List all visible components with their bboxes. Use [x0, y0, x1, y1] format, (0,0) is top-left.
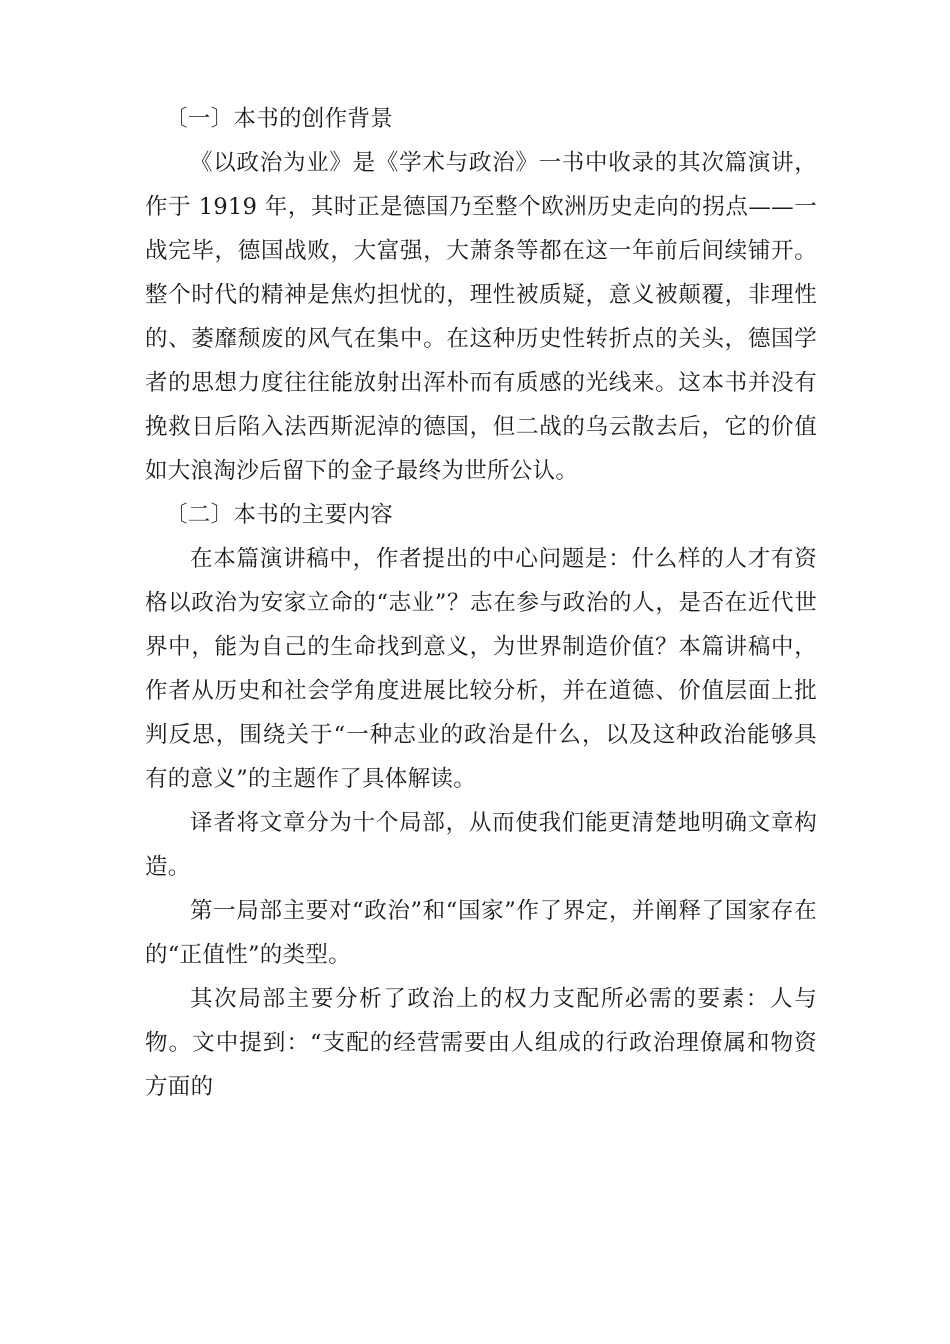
section-heading-main-content: 〔二〕本书的主要内容 [165, 502, 394, 528]
paragraph-part-two: 其次局部主要分析了政治上的权力支配所必需的要素：人与物。文中提到：“支配的经营需要由人组成的行政治理僚属和物资方面的 [145, 986, 817, 1100]
paragraph-structure: 译者将文章分为十个局部，从而使我们能更清楚地明确文章构造。 [145, 810, 817, 880]
document-body [145, 97, 817, 1109]
paragraph-background: 《以政治为业》是《学术与政治》一书中收录的其次篇演讲，作于 1919 年，其时正是德国乃至整个欧洲历史走向的拐点——一战完毕，德国战败，大富强，大萧条等都在这一年前后间续铺开。整个时代的精神是焦灼担忧的，理性被质疑，意义被颠覆，非理性的、萎靡颓废的风气在集中。在这种历史性转折点的关头，德国学者的思想力度往往能放射出浑朴而有质感的光线来。这本书并没有挽救日后陷入法西斯泥淖的德国，但二战的乌云散去后，它的价值如大浪淘沙后留下的金子最终为世所公认。 [145, 150, 817, 484]
paragraph-central-question: 在本篇演讲稿中，作者提出的中心问题是：什么样的人才有资格以政治为安家立命的“志业”？志在参与政治的人，是否在近代世界中，能为自己的生命找到意义，为世界制造价值？本篇讲稿中，作者从历史和社会学角度进展比较分析，并在道德、价值层面上批判反思，围绕关于“一种志业的政治是什么，以及这种政治能够具有的意义”的主题作了具体解读。 [145, 546, 817, 792]
section-heading-background: 〔一〕本书的创作背景 [165, 106, 394, 132]
paragraph-part-one: 第一局部主要对“政治”和“国家”作了界定，并阐释了国家存在的“正值性”的类型。 [145, 898, 817, 968]
